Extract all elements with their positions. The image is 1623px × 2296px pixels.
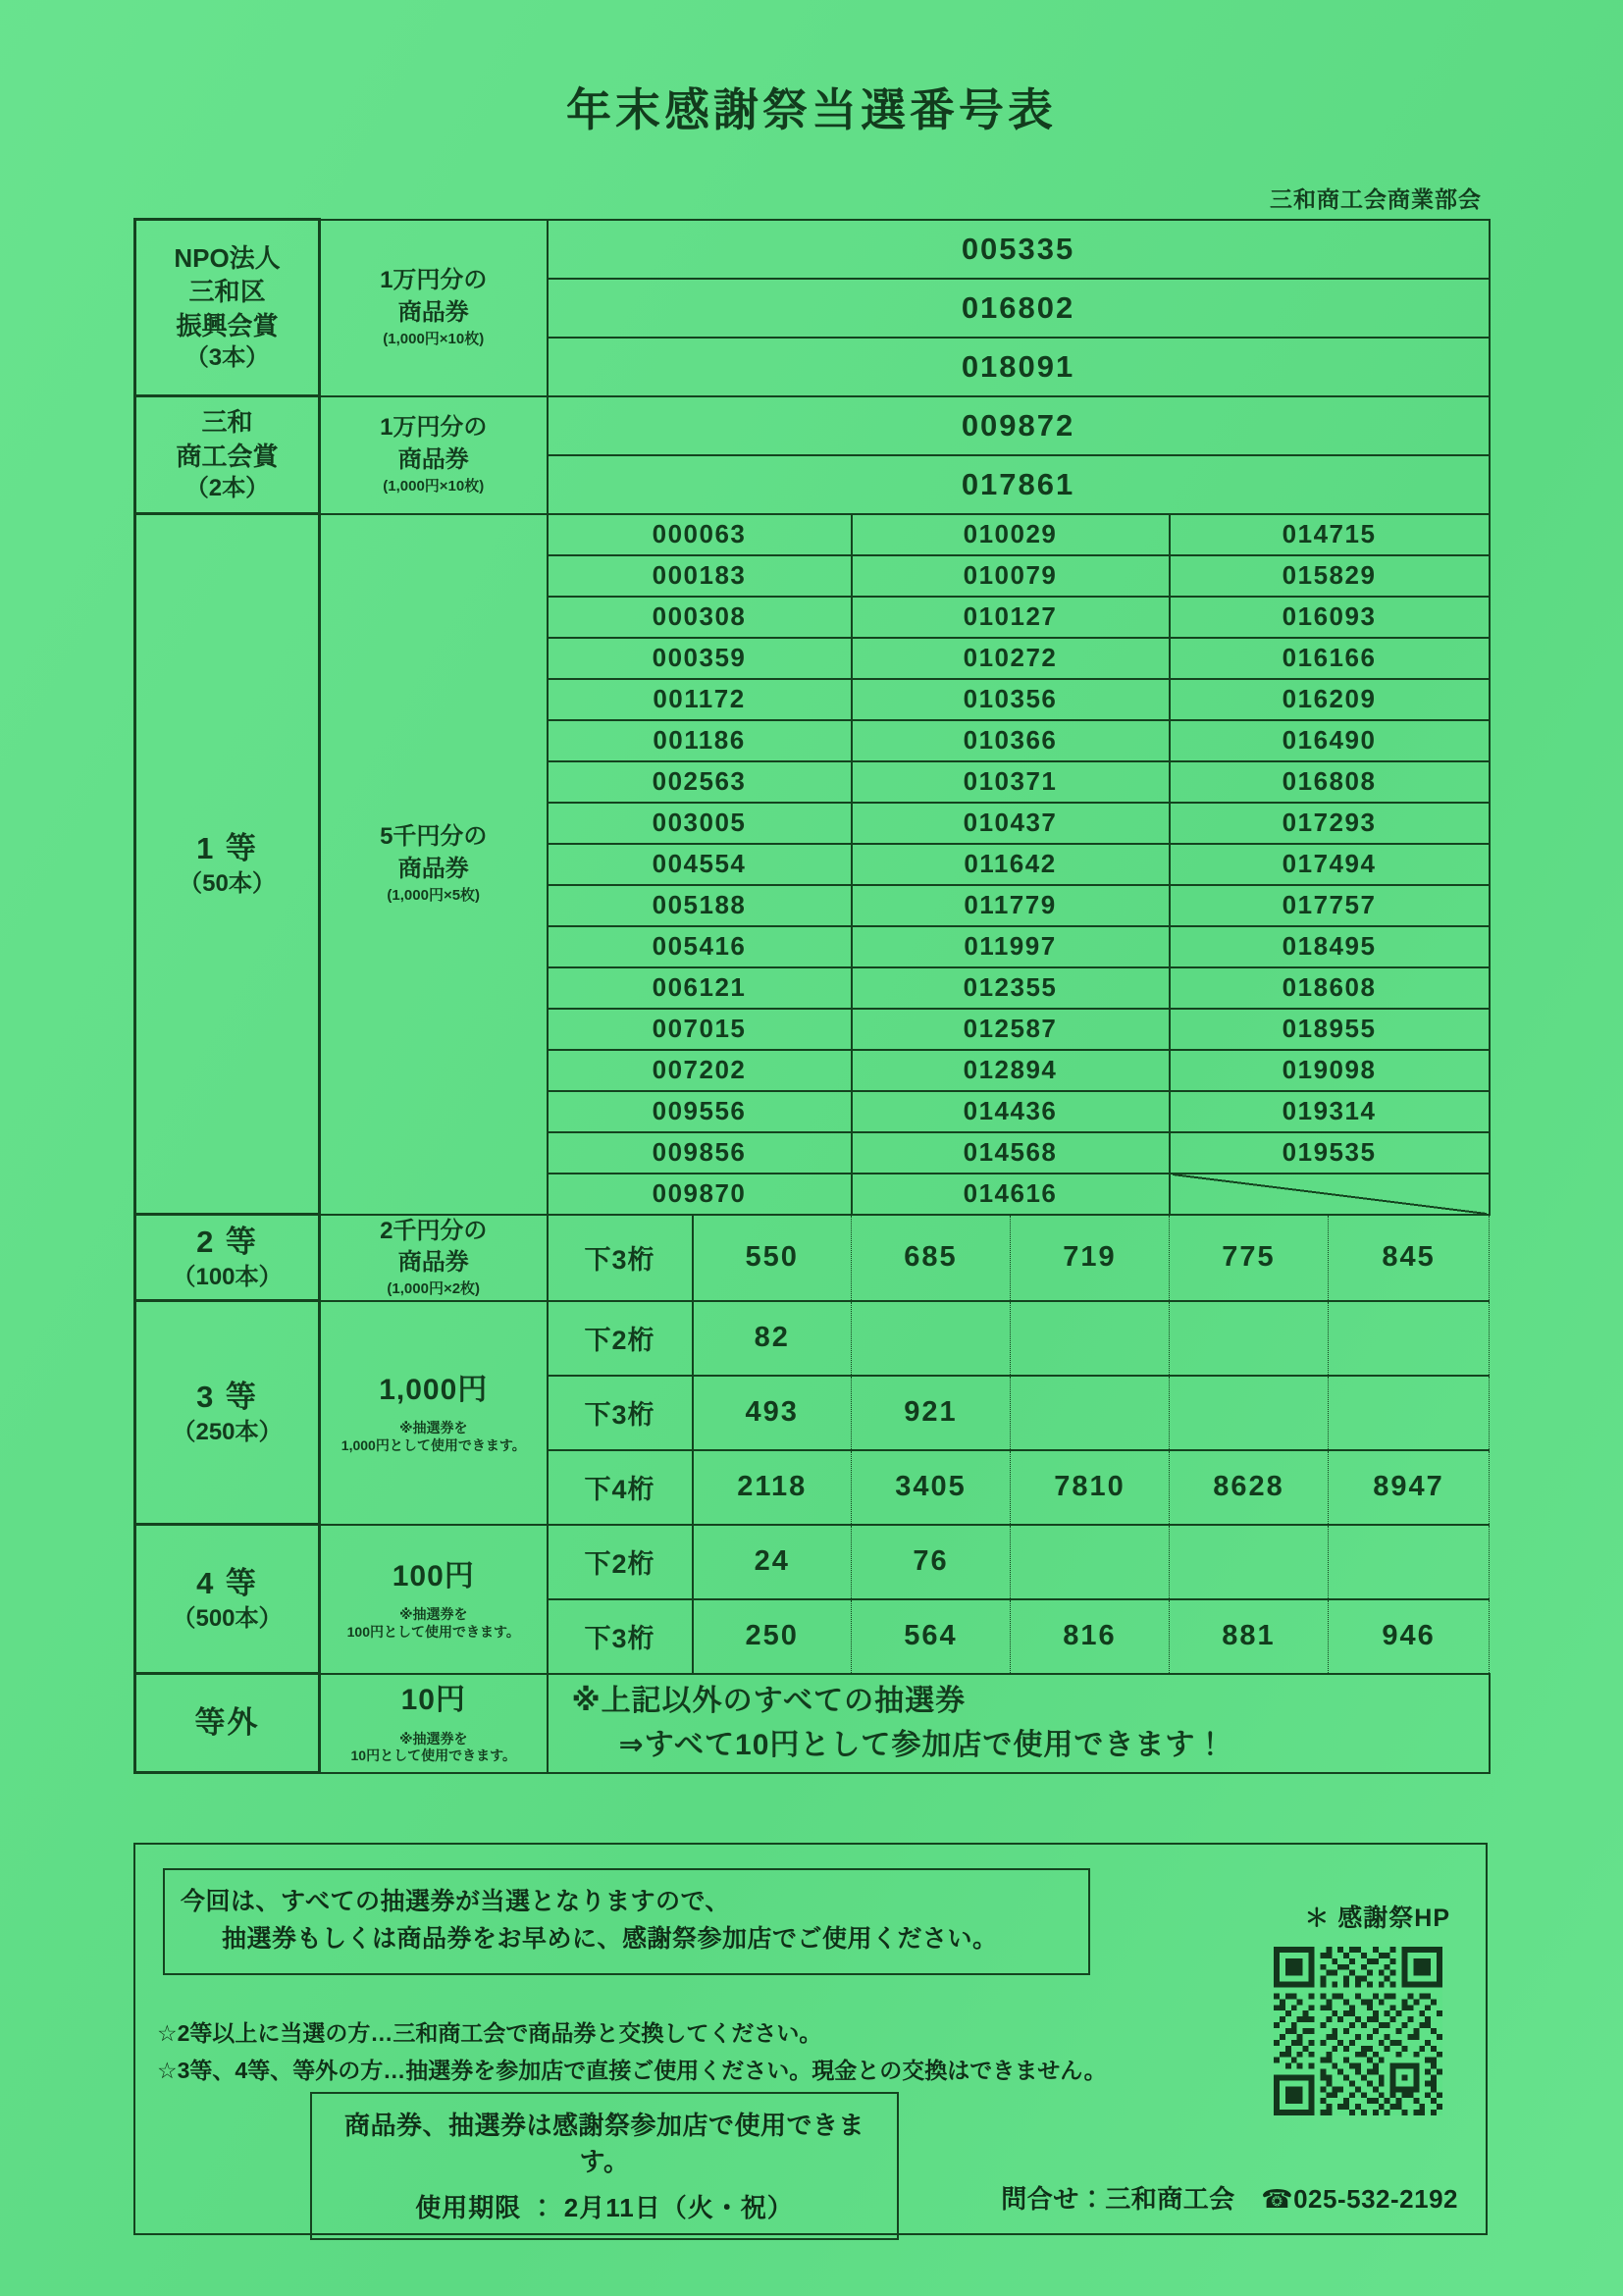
winning-digits: 719: [1011, 1215, 1170, 1301]
winning-digits: 921: [852, 1376, 1011, 1450]
winning-number: 019535: [1170, 1132, 1490, 1174]
digit-label-second: 下3桁: [548, 1215, 693, 1301]
table-row-second: [135, 1215, 1490, 1301]
digit-label-third-4: 下4桁: [548, 1450, 693, 1525]
winning-digits: 8947: [1329, 1450, 1490, 1525]
prize-line1: 5千円分の: [380, 823, 488, 851]
outside-message-line1: ※上記以外のすべての抽選券: [571, 1685, 967, 1718]
winning-number: 014436: [852, 1091, 1170, 1132]
category-cell-fourth: [135, 1525, 320, 1674]
outside-message-cell: [548, 1674, 1490, 1773]
winning-digits: 685: [852, 1215, 1011, 1301]
winning-number: 005188: [548, 885, 852, 926]
notice-box: [163, 1868, 1090, 1975]
winning-number: 010127: [852, 597, 1170, 638]
winning-digits: [1170, 1376, 1329, 1450]
prize-note-line1: ※抽選券を: [398, 1730, 468, 1747]
category-cell-outside: [135, 1674, 320, 1773]
winning-digits: [1329, 1376, 1490, 1450]
winning-digits: 816: [1011, 1599, 1170, 1674]
winning-number: 011779: [852, 885, 1170, 926]
table-row-first: [135, 514, 1490, 555]
prize-cell-first: [320, 514, 548, 1215]
winning-number: 016490: [1170, 720, 1490, 761]
winning-number: 001172: [548, 679, 852, 720]
winning-number: 016093: [1170, 597, 1490, 638]
winning-number: 016166: [1170, 638, 1490, 679]
winning-number: 004554: [548, 844, 852, 885]
winning-number: 018091: [548, 338, 1490, 396]
star-note-line1: ☆2等以上に当選の方…三和商工会で商品券と交換してください。: [157, 2020, 822, 2046]
winning-number: 010371: [852, 761, 1170, 803]
winning-digits: 76: [852, 1525, 1011, 1599]
winning-digits: [1011, 1525, 1170, 1599]
category-label-outside: 等外: [194, 1705, 260, 1741]
winning-number: 012894: [852, 1050, 1170, 1091]
table-row-outside: [135, 1674, 1490, 1773]
prize-cell-outside: [320, 1674, 548, 1773]
prize-note-line2: 100円として使用できます。: [346, 1623, 520, 1640]
winning-digits: 775: [1170, 1215, 1329, 1301]
table-row-shoko: [135, 396, 1490, 455]
winning-number: 015829: [1170, 555, 1490, 597]
prize-subnote: (1,000円×5枚): [387, 887, 481, 905]
winning-digits: [1011, 1376, 1170, 1450]
winning-number: 019314: [1170, 1091, 1490, 1132]
winning-number: 014568: [852, 1132, 1170, 1174]
prize-amount: 100円: [392, 1559, 475, 1592]
category-label-second: 2 等: [196, 1224, 258, 1259]
category-count-third: （250本）: [172, 1419, 283, 1446]
winning-number: 000359: [548, 638, 852, 679]
usage-box: [310, 2092, 899, 2240]
winning-digits: 550: [693, 1215, 852, 1301]
winning-number: 011642: [852, 844, 1170, 885]
winning-number: 016802: [548, 279, 1490, 338]
winning-digits: [1170, 1525, 1329, 1599]
category-label-line1: NPO法人: [174, 242, 281, 273]
winning-number: 000308: [548, 597, 852, 638]
category-cell-first: [135, 514, 320, 1215]
winning-number: 010029: [852, 514, 1170, 555]
winning-number: 009872: [548, 396, 1490, 455]
winning-digits: [1329, 1525, 1490, 1599]
category-count-first: （50本）: [179, 870, 276, 898]
footer-panel: [133, 1843, 1488, 2235]
winning-number: 012587: [852, 1009, 1170, 1050]
category-cell-npo: [135, 220, 320, 396]
category-label-third: 3 等: [196, 1379, 258, 1414]
prize-table: [133, 218, 1491, 1774]
winning-digits: 845: [1329, 1215, 1490, 1301]
prize-line2: 商品券: [397, 1248, 469, 1276]
winning-digits: 3405: [852, 1450, 1011, 1525]
prize-line2: 商品券: [397, 445, 469, 473]
winning-number: 017494: [1170, 844, 1490, 885]
prize-cell-fourth: [320, 1525, 548, 1674]
digit-label-third-3: 下3桁: [548, 1376, 693, 1450]
winning-digits: 881: [1170, 1599, 1329, 1674]
winning-number: 010079: [852, 555, 1170, 597]
winning-number: 005335: [548, 220, 1490, 279]
winning-number: 003005: [548, 803, 852, 844]
prize-amount: 10円: [400, 1684, 466, 1717]
organization-label: 三和商工会商業部会: [1270, 186, 1482, 212]
prize-cell-npo: [320, 220, 548, 396]
notice-line1: 今回は、すべての抽選券が当選となりますので、: [181, 1888, 731, 1915]
winning-digits: [1011, 1301, 1170, 1376]
winning-number: 001186: [548, 720, 852, 761]
winning-number: 009556: [548, 1091, 852, 1132]
winning-digits: 2118: [693, 1450, 852, 1525]
winning-number: 017757: [1170, 885, 1490, 926]
winning-digits: 24: [693, 1525, 852, 1599]
qr-code-icon[interactable]: [1274, 1947, 1442, 2115]
winning-digits: [852, 1301, 1011, 1376]
prize-cell-shoko: [320, 396, 548, 514]
winning-number: 010437: [852, 803, 1170, 844]
winning-number: 017861: [548, 455, 1490, 514]
winning-number: 014616: [852, 1174, 1170, 1215]
category-label-line2: 商工会賞: [176, 441, 279, 471]
winning-digits: 250: [693, 1599, 852, 1674]
winning-number: 016808: [1170, 761, 1490, 803]
category-count-shoko: （2本）: [184, 475, 270, 502]
digit-label-fourth-3: 下3桁: [548, 1599, 693, 1674]
winning-number: 002563: [548, 761, 852, 803]
winning-number: 014715: [1170, 514, 1490, 555]
winning-digits: 493: [693, 1376, 852, 1450]
winning-number: 000183: [548, 555, 852, 597]
empty-cell-struck: [1170, 1174, 1490, 1215]
table-row-npo: [135, 220, 1490, 279]
category-cell-shoko: [135, 396, 320, 514]
winning-number: 009856: [548, 1132, 852, 1174]
winning-number: 010356: [852, 679, 1170, 720]
prize-line1: 2千円分の: [380, 1217, 488, 1244]
outside-message-line2: ⇒すべて10円として参加店で使用できます！: [618, 1729, 1227, 1762]
category-count-npo: （3本）: [184, 344, 270, 372]
winning-number: 005416: [548, 926, 852, 967]
winning-number: 010272: [852, 638, 1170, 679]
winning-number: 009870: [548, 1174, 852, 1215]
contact-info: 問合せ：三和商工会 ☎025-532-2192: [1001, 2184, 1458, 2214]
winning-number: 019098: [1170, 1050, 1490, 1091]
digit-label-fourth-2: 下2桁: [548, 1525, 693, 1599]
usage-expiry: 使用期限 ： 2月11日（火・祝）: [415, 2193, 794, 2222]
category-label-line1: 三和: [201, 406, 253, 437]
page-title: 年末感謝祭当選番号表: [566, 83, 1057, 136]
winning-digits: 82: [693, 1301, 852, 1376]
table-row-fourth: [135, 1525, 1490, 1599]
prize-subnote: (1,000円×10枚): [383, 478, 485, 496]
category-count-second: （100本）: [172, 1264, 283, 1291]
winning-number: 017293: [1170, 803, 1490, 844]
digit-label-third-2: 下2桁: [548, 1301, 693, 1376]
category-cell-second: [135, 1215, 320, 1301]
winning-digits: 7810: [1011, 1450, 1170, 1525]
prize-line2: 商品券: [397, 855, 469, 882]
winning-digits: [1329, 1301, 1490, 1376]
winning-number: 000063: [548, 514, 852, 555]
prize-note-line2: 1,000円として使用できます。: [340, 1436, 526, 1453]
prize-cell-third: [320, 1301, 548, 1525]
category-cell-third: [135, 1301, 320, 1525]
prize-subnote: (1,000円×10枚): [383, 331, 485, 348]
prize-cell-second: [320, 1215, 548, 1301]
star-note-line2: ☆3等、4等、等外の方…抽選券を参加店で直接ご使用ください。現金との交換はできません。: [157, 2057, 1107, 2083]
category-label-first: 1 等: [196, 830, 258, 865]
table-row-third: [135, 1301, 1490, 1376]
winning-number: 012355: [852, 967, 1170, 1009]
usage-line1: 商品券、抽選券は感謝祭参加店で使用できます。: [343, 2111, 864, 2176]
winning-number: 016209: [1170, 679, 1490, 720]
winning-number: 018955: [1170, 1009, 1490, 1050]
winning-number: 011997: [852, 926, 1170, 967]
prize-note-line1: ※抽選券を: [398, 1420, 468, 1436]
prize-line1: 1万円分の: [380, 267, 488, 294]
category-label-line2: 三和区: [188, 277, 266, 307]
winning-digits: 946: [1329, 1599, 1490, 1674]
notice-line2: 抽選券もしくは商品券をお早めに、感謝祭参加店でご使用ください。: [222, 1924, 998, 1953]
winning-number: 010366: [852, 720, 1170, 761]
winning-digits: 564: [852, 1599, 1011, 1674]
category-label-line3: 振興会賞: [176, 310, 279, 340]
prize-subnote: (1,000円×2枚): [387, 1280, 481, 1298]
prize-amount: 1,000円: [379, 1373, 489, 1406]
hp-label: ＊ 感謝祭HP: [1304, 1905, 1450, 1932]
winning-number: 018608: [1170, 967, 1490, 1009]
winning-number: 007202: [548, 1050, 852, 1091]
winning-number: 018495: [1170, 926, 1490, 967]
star-notes: [157, 2015, 1107, 2090]
category-label-fourth: 4 等: [196, 1565, 258, 1600]
winning-number: 007015: [548, 1009, 852, 1050]
prize-note-line2: 10円として使用できます。: [350, 1748, 516, 1764]
winning-number: 006121: [548, 967, 852, 1009]
prize-note-line1: ※抽選券を: [398, 1606, 468, 1623]
prize-line1: 1万円分の: [380, 414, 488, 442]
winning-digits: [1170, 1301, 1329, 1376]
winning-digits: 8628: [1170, 1450, 1329, 1525]
prize-line2: 商品券: [397, 298, 469, 326]
category-count-fourth: （500本）: [172, 1605, 283, 1633]
